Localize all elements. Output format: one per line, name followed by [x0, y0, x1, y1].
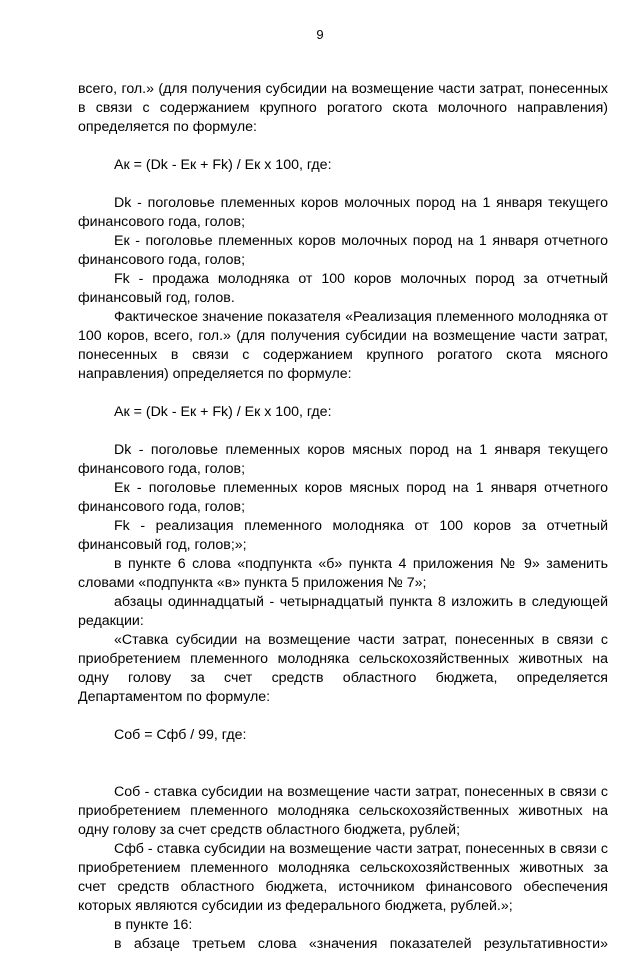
formula-sob: Соб = Сфб / 99, где:	[114, 727, 247, 743]
page-number: 9	[316, 27, 324, 42]
paragraph-point-8: абзацы одиннадцатый - четырнадцатый пункта 8 изложить в следующей редакции:	[78, 594, 608, 629]
definition-fk-beef: Fk - реализация племенного молодняка от 100 коров за отчетный финансовый год, голов;»;	[78, 518, 608, 553]
definition-fk-dairy: Fk - продажа молодняка от 100 коров молочных пород за отчетный финансовый год, голов.	[78, 271, 608, 306]
definition-dk-dairy: Dk - поголовье племенных коров молочных пород на 1 января текущего финансового года, голов;	[78, 195, 608, 230]
paragraph-intro-continuation: всего, гол.» (для получения субсидии на возмещение части затрат, понесенных в связи с содержанием крупного рогатого скота молочного направления) определяется по формуле:	[78, 81, 608, 135]
paragraph-point-6: в пункте 6 слова «подпункта «б» пункта 4 приложения № 9» заменить словами «подпункта «в» пункта 5 приложения № 7»;	[78, 556, 608, 591]
definition-sob: Соб - ставка субсидии на возмещение части затрат, понесенных в связи с приобретением племенного молодняка сельскохозяйственных животных на одну голову за счет средств областного бюджета, рублей;	[78, 784, 608, 838]
formula-ak-beef: Ак = (Dk - Ек + Fk) / Ек х 100, где:	[114, 404, 332, 420]
paragraph-subsidy-rate: «Ставка субсидии на возмещение части затрат, понесенных в связи с приобретением племенного молодняка сельскохозяйственных животных на одну голову за счет средств областного бюджета, определяется Департаментом по формуле:	[78, 632, 608, 705]
definition-sfb: Сфб - ставка субсидии на возмещение части затрат, понесенных в связи с приобретением племенного молодняка сельскохозяйственных животных за счет средств областного бюджета, источником финансового обеспечения которых являются субсидии из федерального бюджета, рублей.»;	[78, 841, 608, 914]
definition-ek-dairy: Ек - поголовье племенных коров молочных пород на 1 января отчетного финансового года, голов;	[78, 233, 608, 268]
paragraph-beef-indicator: Фактическое значение показателя «Реализация племенного молодняка от 100 коров, всего, гол.» (для получения субсидии на возмещение части затрат, понесенных в связи с содержанием крупного рогатого скота мясного направления) определяется по формуле:	[78, 309, 608, 382]
formula-ak-dairy: Ак = (Dk - Ек + Fk) / Ек х 100, где:	[114, 157, 332, 173]
definition-ek-beef: Ек - поголовье племенных коров мясных пород на 1 января отчетного финансового года, голов;	[78, 480, 608, 515]
paragraph-point-16: в пункте 16:	[114, 917, 193, 933]
document-body	[78, 80, 608, 954]
paragraph-third-subparagraph: в абзаце третьем слова «значения показателей результативности»	[114, 936, 608, 952]
definition-dk-beef: Dk - поголовье племенных коров мясных пород на 1 января текущего финансового года, голов;	[78, 442, 608, 477]
